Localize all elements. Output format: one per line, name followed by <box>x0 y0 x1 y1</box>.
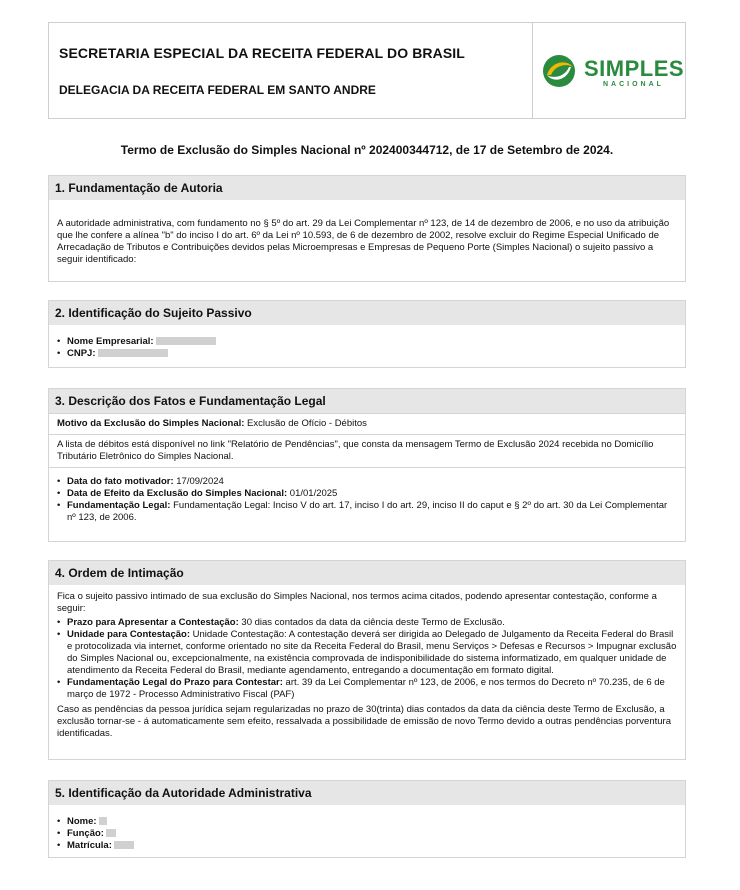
list-item: • Nome: <box>57 816 677 828</box>
header-org-block <box>49 23 533 118</box>
simples-nacional-logo <box>541 51 685 91</box>
document-header <box>48 22 686 119</box>
section-title: 2. Identificação do Sujeito Passivo <box>49 301 685 325</box>
list-item: • Unidade para Contestação: Unidade Contestação: A contestação deverá ser dirigida ao Delegado de Julgamento da Receita Federal do Brasil e protocolizada via internet, conforme orientado no site da Receita Federal do Brasil, menu Serviços > Defesas e Recursos > Impugnar exclusão do Simples Nacional ou, excepcionalmente, na existência comprovada de indisponibilidade do sistema informatizado, em qualquer unidade de atendimento da Receita Federal do Brasil, mediante agendamento, entregando a documentação em formato digital. <box>57 629 677 676</box>
section-body <box>49 585 685 744</box>
list-item: • Data de Efeito da Exclusão do Simples Nacional: 01/01/2025 <box>57 488 338 499</box>
list-item: • Matrícula: <box>57 840 677 852</box>
redacted-funcao <box>106 829 116 837</box>
fund-prazo-label: Fundamentação Legal do Prazo para Contestar: <box>67 677 283 688</box>
motivo-value: Exclusão de Ofício - Débitos <box>247 418 367 429</box>
section-body <box>49 805 685 856</box>
cnpj-label: CNPJ: <box>67 348 96 359</box>
section-ordem-intimacao <box>48 560 686 760</box>
prazo-value: 30 dias contados da data da ciência deste Termo de Exclusão. <box>241 617 505 628</box>
efeito-label: Data de Efeito da Exclusão do Simples Nacional: <box>67 488 288 499</box>
list-item: • CNPJ: <box>57 348 677 360</box>
efeito-value: 01/01/2025 <box>289 488 338 499</box>
name-label: Nome Empresarial: <box>67 336 154 347</box>
fato-label: Data do fato motivador: <box>67 476 174 487</box>
redacted-matricula <box>114 841 134 849</box>
fund-value: Fundamentação Legal: Inciso V do art. 17, inciso I do art. 29, inciso II do caput e § 2º do art. 30 da Lei Complementar nº 123, de 2006. <box>67 500 668 523</box>
list-item: • Data do fato motivador: 17/09/2024 <box>57 476 224 487</box>
org-subtitle: DELEGACIA DA RECEITA FEDERAL EM SANTO ANDRE <box>59 83 376 97</box>
intimacao-closing: Caso as pendências da pessoa jurídica sejam regularizadas no prazo de 30(trinta) dias contados da data da ciência deste Termo de Exclusão, a exclusão tornar-se - á automaticamente sem efeito, ressalvada a possibilidade de emissão de novo Termo devido a outras pendências porventura identificadas. <box>57 704 671 739</box>
intimacao-intro: Fica o sujeito passivo intimado de sua exclusão do Simples Nacional, nos termos acima citados, podendo apresentar contestação, conforme a seguir: <box>57 591 657 614</box>
fundamentacao-text: A autoridade administrativa, com fundamento no § 5º do art. 29 da Lei Complementar nº 123, de 14 de dezembro de 2006, e no uso da atribuição que lhe confere a alínea "b" do inciso I do art. 6º da Lei nº 10.593, de 6 de dezembro de 2002, resolve excluir do Regime Especial Unificado de Arrecadação de Tributos e Contribuições devidos pelas Microempresas e Empresas de Pequeno Porte (Simples Nacional) o sujeito passivo a seguir identificado: <box>57 218 670 265</box>
prazo-label: Prazo para Apresentar a Contestação: <box>67 617 239 628</box>
logo-wordmark: SIMPLES <box>584 56 685 81</box>
lista-debitos-text: A lista de débitos está disponível no link "Relatório de Pendências", que consta da mensagem Termo de Exclusão 2024 recebida no Domicílio Tributário Eletrônico do Simples Nacional. <box>57 439 654 462</box>
list-item: • Prazo para Apresentar a Contestação: 30 dias contados da data da ciência deste Termo de Exclusão. <box>57 617 505 628</box>
logo-subtitle: NACIONAL <box>603 81 664 88</box>
section-sujeito-passivo <box>48 300 686 368</box>
matricula-label: Matrícula: <box>67 840 112 851</box>
unidade-value: Unidade Contestação: A contestação deverá ser dirigida ao Delegado de Julgamento da Receita Federal do Brasil e protocolizada via internet, conforme orientado no site da Receita Federal do Brasil, menu Serviços > Defesas e Recursos > Impugnar exclusão do Simples Nacional ou, excepcionalmente, na existência comprovada de indisponibilidade do sistema informatizado, em qualquer unidade de atendimento da Receita Federal do Brasil, mediante agendamento, entregando a documentação em formato digital. <box>67 629 677 676</box>
datas-row <box>49 467 685 528</box>
section-title: 5. Identificação da Autoridade Administrativa <box>49 781 685 805</box>
fund-label: Fundamentação Legal: <box>67 500 171 511</box>
fato-value: 17/09/2024 <box>176 476 224 487</box>
section-title: 3. Descrição dos Fatos e Fundamentação Legal <box>49 389 685 413</box>
document-title: Termo de Exclusão do Simples Nacional nº 202400344712, de 17 de Setembro de 2024. <box>120 143 614 157</box>
section-fundamentacao <box>48 175 686 282</box>
section-title: 4. Ordem de Intimação <box>49 561 685 585</box>
motivo-label: Motivo da Exclusão do Simples Nacional: <box>57 418 245 429</box>
section-autoridade <box>48 780 686 858</box>
redacted-name <box>156 337 216 345</box>
unidade-label: Unidade para Contestação: <box>67 629 190 640</box>
redacted-cnpj <box>98 349 168 357</box>
motivo-row <box>49 413 685 434</box>
redacted-nome <box>99 817 107 825</box>
section-descricao-fatos <box>48 388 686 542</box>
list-item: • Nome Empresarial: <box>57 336 677 348</box>
nome-label: Nome: <box>67 816 97 827</box>
list-item: • Fundamentação Legal do Prazo para Contestar: art. 39 da Lei Complementar nº 123, de 2006, e nos termos do Decreto nº 70.235, de 6 de março de 1972 - Processo Administrativo Fiscal (PAF) <box>57 677 665 700</box>
section-body <box>49 325 685 364</box>
list-item: • Função: <box>57 828 677 840</box>
lista-debitos-row <box>49 434 685 467</box>
org-title: SECRETARIA ESPECIAL DA RECEITA FEDERAL DO BRASIL <box>59 45 465 61</box>
simples-logo-icon <box>541 53 581 89</box>
funcao-label: Função: <box>67 828 104 839</box>
section-title: 1. Fundamentação de Autoria <box>49 176 685 200</box>
list-item: • Fundamentação Legal: Fundamentação Legal: Inciso V do art. 17, inciso I do art. 29, inciso II do caput e § 2º do art. 30 da Lei Complementar nº 123, de 2006. <box>57 500 668 523</box>
fund-prazo-value: art. 39 da Lei Complementar nº 123, de 2006, e nos termos do Decreto nº 70.235, de 6 de março de 1972 - Processo Administrativo Fiscal (PAF) <box>67 677 665 700</box>
section-body <box>49 200 685 270</box>
